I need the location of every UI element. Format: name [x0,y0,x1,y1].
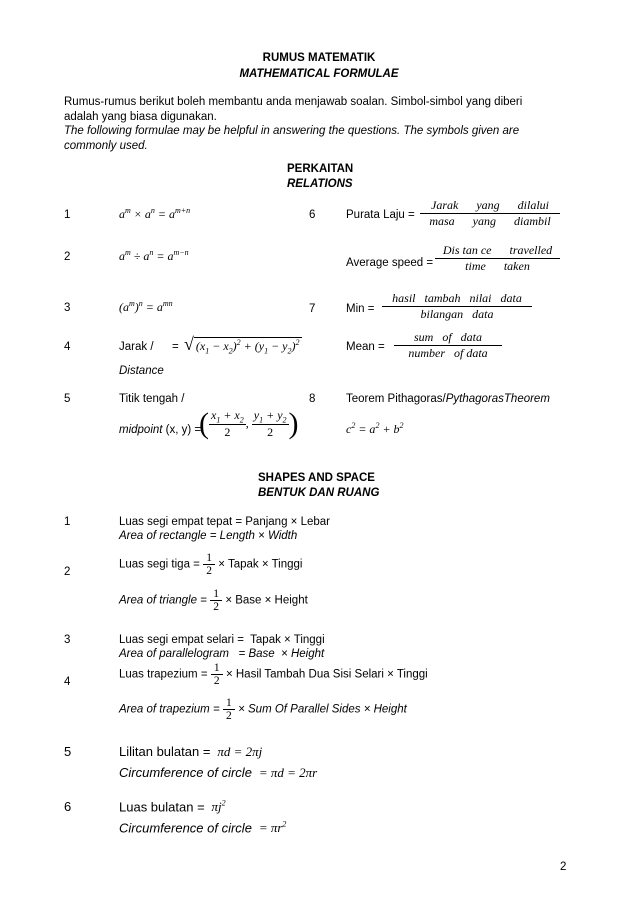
area-triangle-malay [119,552,302,577]
average-speed-malay-numerator: Jarak yang dilalui [420,198,560,214]
area-triangle-malay-suffix: × Tapak × Tinggi [218,558,303,571]
area-triangle-malay-prefix: Luas segi tiga = [119,558,200,571]
area-trapezium-english-suffix: × Sum Of Parallel Sides × Height [238,703,407,716]
shape-number-6: 6 [64,799,72,814]
mean-malay-denominator: bilangan data [420,307,494,321]
shapes-heading-english: SHAPES AND SPACE [258,472,375,484]
formula-index-multiply: $a^m \times a^n = a^{m+n}$ [119,206,191,221]
area-trapezium-malay-prefix: Luas trapezium = [119,668,208,681]
average-speed-english-numerator: Dis tan ce travelled [435,243,560,259]
one-half-fraction: $\frac{1}{2}$ [210,588,222,613]
formula-average-speed-malay [420,198,560,229]
formula-distance: √ $(x_1 - x_2)^2 + (y_1 - y_2)^2$ [184,334,300,356]
shapes-heading-malay: BENTUK DAN RUANG [258,487,380,499]
title-malay: RUMUS MATEMATIK [262,52,376,64]
formula-midpoint: ( $\frac{x_1 + x_2}{2}$ , $\frac{y_1 + y_2}{2}$ ) [199,407,299,440]
shape-number-5: 5 [64,744,72,759]
area-rectangle-english: Area of rectangle = Length × Width [119,530,298,542]
mean-label-english: Mean = [346,341,385,353]
circumference-english: Circumference of circle = πd = 2πr [119,765,318,780]
shape-number-4: 4 [64,676,71,688]
area-parallelogram-english: Area of parallelogram = Base × Height [119,648,325,660]
area-circle-english-label: Circumference of circle [119,820,252,836]
midpoint-xy-label: (x, y) = [165,424,202,436]
average-speed-label-malay: Purata Laju = [346,209,415,221]
page-number: 2 [560,861,567,873]
one-half-fraction: $\frac{1}{2}$ [223,697,235,722]
shape-number-2: 2 [64,566,71,578]
relations-heading-malay: PERKAITAN [287,163,354,175]
midpoint-label-english: midpoint [119,424,163,436]
formula-mean-english [394,330,502,361]
shape-number-1: 1 [64,516,71,528]
relation-number-4: 4 [64,341,71,353]
circumference-malay-label: Lilitan bulatan = [119,744,211,759]
area-circle-english: Circumference of circle = $\pi r^2$ [119,820,287,836]
average-speed-english-denominator: time taken [465,259,530,273]
title-english: MATHEMATICAL FORMULAE [239,68,399,80]
intro-english-line1: The following formulae may be helpful in answering the questions. The symbols given are [64,125,520,137]
intro-malay-line1: Rumus-rumus berikut boleh membantu anda menjawab soalan. Simbol-simbol yang diberi [64,96,523,108]
area-rectangle-malay: Luas segi empat tepat = Panjang × Lebar [119,516,330,528]
distance-equals: = [172,341,179,353]
formula-index-divide: $a^m \div a^n = a^{m-n}$ [119,248,189,263]
mean-label-malay: Min = [346,303,375,315]
area-trapezium-malay-suffix: × Hasil Tambah Dua Sisi Selari × Tinggi [225,668,428,681]
area-trapezium-malay [119,662,428,687]
shape-number-3: 3 [64,634,71,646]
mean-malay-numerator: hasil tambah nilai data [382,291,532,307]
relation-number-7: 7 [309,303,316,315]
relation-number-2: 2 [64,251,71,263]
area-trapezium-english [119,697,407,722]
formula-average-speed-english [435,243,560,274]
midpoint-label-malay: Titik tengah / [119,393,185,405]
formula-mean-malay [382,291,532,322]
area-trapezium-english-prefix: Area of trapezium = [119,703,220,716]
circumference-malay: Lilitan bulatan = πd = 2πj [119,744,263,759]
distance-label-english: Distance [119,365,164,377]
area-triangle-english [119,588,308,613]
formula-pythagoras: $c^2 = a^2 + b^2$ [346,421,404,436]
relation-number-3: 3 [64,302,71,314]
formula-index-power: $(a^m)^n = a^{mn}$ [119,299,173,314]
mean-english-denominator: number of data [408,346,488,360]
area-triangle-english-prefix: Area of triangle = [119,594,207,607]
pythagoras-label [346,393,550,405]
area-circle-malay: Luas bulatan = $\pi j^2$ [119,799,226,815]
average-speed-malay-denominator: masa yang diambil [429,214,551,228]
relations-heading-english: RELATIONS [287,178,353,190]
intro-malay-line2: adalah yang biasa digunakan. [64,111,217,123]
area-circle-malay-label: Luas bulatan = [119,799,205,815]
distance-label-malay: Jarak / [119,341,154,353]
average-speed-label-english: Average speed = [346,257,434,269]
pythagoras-label-english: PythagorasTheorem [445,393,550,405]
area-triangle-english-suffix: × Base × Height [225,594,308,607]
mean-english-numerator: sum of data [394,330,502,346]
intro-english-line2: commonly used. [64,140,148,152]
pythagoras-label-malay: Teorem Pithagoras/ [346,393,446,405]
one-half-fraction: $\frac{1}{2}$ [211,662,223,687]
relation-number-6: 6 [309,209,316,221]
midpoint-label-line [119,424,201,436]
area-parallelogram-malay: Luas segi empat selari = Tapak × Tinggi [119,634,325,646]
relation-number-8: 8 [309,393,316,405]
one-half-fraction: $\frac{1}{2}$ [203,552,215,577]
relation-number-5: 5 [64,393,71,405]
circumference-english-label: Circumference of circle [119,765,252,780]
relation-number-1: 1 [64,209,71,221]
